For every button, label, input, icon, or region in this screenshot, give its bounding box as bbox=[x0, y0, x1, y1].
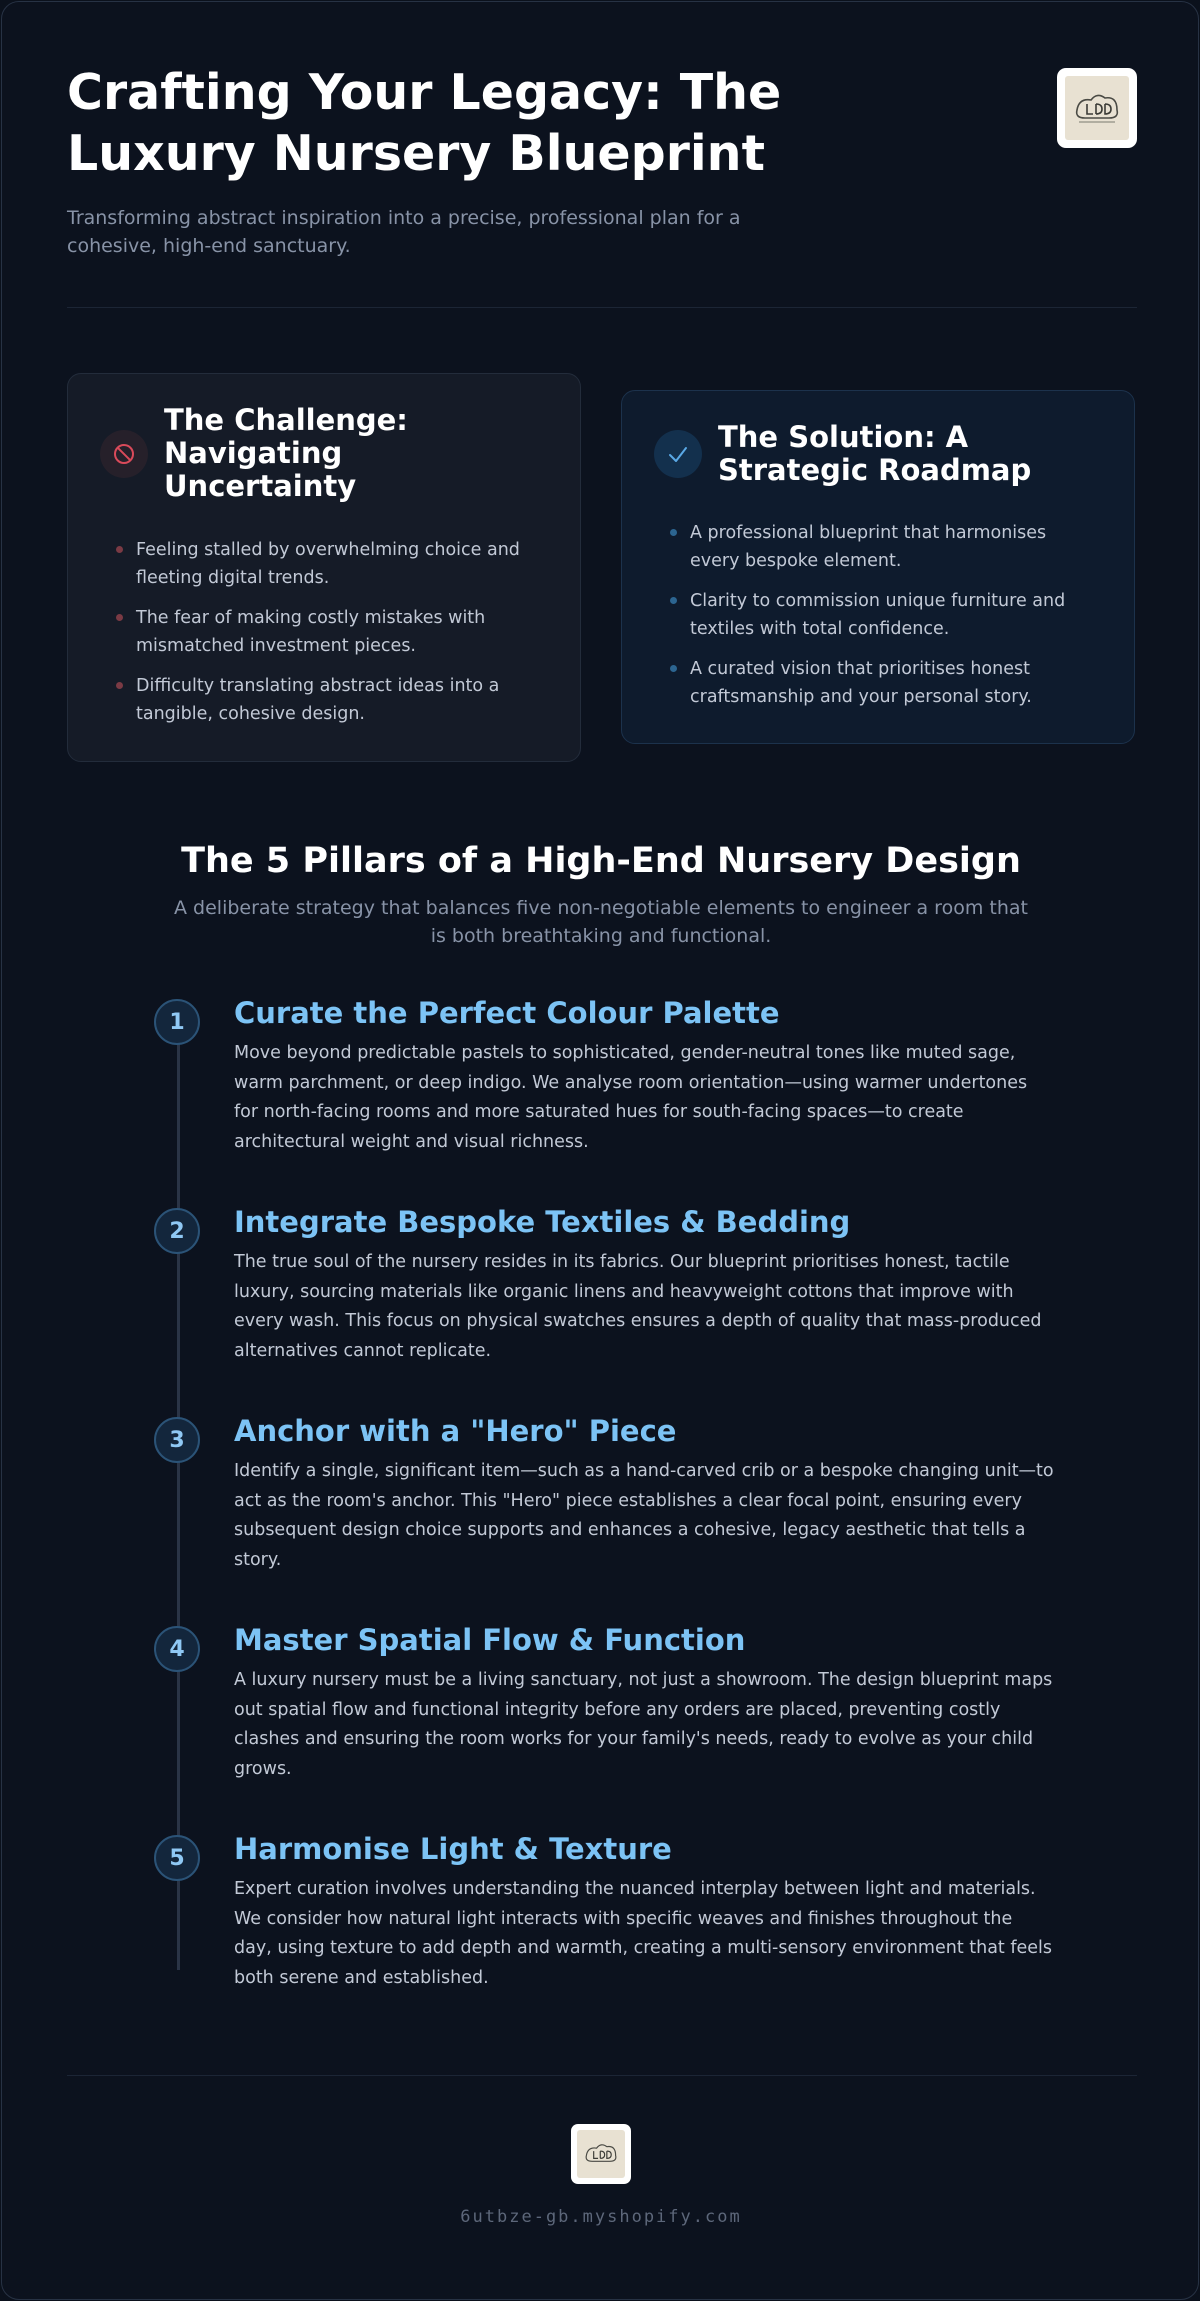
timeline-line bbox=[177, 1022, 180, 1970]
prohibited-icon bbox=[100, 430, 148, 478]
pillar-number: 1 bbox=[154, 999, 200, 1045]
list-item: Feeling stalled by overwhelming choice and fleeting digital trends. bbox=[116, 536, 536, 592]
list-item: Difficulty translating abstract ideas into a tangible, cohesive design. bbox=[116, 672, 536, 728]
pillar-description: A luxury nursery must be a living sanctuary, not just a showroom. The design blueprint maps out spatial flow and functional integrity before any orders are placed, preventing costly clashes and ensuring the room works for your family's needs, ready to evolve as your child grows. bbox=[234, 1670, 1053, 1779]
pillar-description: Expert curation involves understanding the nuanced interplay between light and materials. We consider how natural light interacts with specific weaves and finishes throughout the day, using texture to add depth and warmth, creating a multi-sensory environment that feels both serene and established. bbox=[234, 1879, 1053, 1988]
list-item: A curated vision that prioritises honest craftsmanship and your personal story. bbox=[670, 655, 1090, 711]
pillar-number: 5 bbox=[154, 1835, 200, 1881]
pillar-title: Master Spatial Flow & Function bbox=[234, 1623, 746, 1657]
list-item: Clarity to commission unique furniture and textiles with total confidence. bbox=[670, 587, 1090, 643]
brand-logo-icon bbox=[1065, 76, 1129, 140]
page-subtitle: Transforming abstract inspiration into a precise, professional plan for a cohesive, high-end sanctuary. bbox=[67, 207, 741, 257]
page bbox=[1, 1, 1199, 2300]
challenge-card bbox=[67, 373, 581, 762]
pillar-title: Curate the Perfect Colour Palette bbox=[234, 996, 780, 1030]
pillar-title: Anchor with a "Hero" Piece bbox=[234, 1414, 677, 1448]
challenge-title: The Challenge: Navigating Uncertainty bbox=[164, 403, 408, 503]
page-header bbox=[67, 62, 1137, 308]
solution-card-header bbox=[654, 421, 1078, 487]
page-title: Crafting Your Legacy: The Luxury Nursery Blueprint bbox=[67, 64, 782, 182]
pillars-title: The 5 Pillars of a High-End Nursery Design bbox=[181, 841, 1021, 881]
footer-logo[interactable] bbox=[571, 2124, 631, 2184]
solution-title: The Solution: A Strategic Roadmap bbox=[718, 420, 1032, 487]
challenge-list bbox=[116, 536, 536, 740]
list-item: A professional blueprint that harmonises every bespoke element. bbox=[670, 519, 1090, 575]
header-divider bbox=[67, 307, 1137, 308]
footer-url[interactable]: 6utbze-gb.myshopify.com bbox=[460, 2207, 742, 2227]
pillar-number: 4 bbox=[154, 1626, 200, 1672]
list-item: The fear of making costly mistakes with mismatched investment pieces. bbox=[116, 604, 536, 660]
pillar-number: 3 bbox=[154, 1417, 200, 1463]
pillars-subtitle: A deliberate strategy that balances five non-negotiable elements to engineer a room that is both breathtaking and functional. bbox=[174, 897, 1028, 947]
solution-list bbox=[670, 519, 1090, 723]
check-icon bbox=[654, 430, 702, 478]
pillar-description: Identify a single, significant item—such as a hand-carved crib or a bespoke changing unit—to act as the room's anchor. This "Hero" piece establishes a clear focal point, ensuring every subsequent design choice supports and enhances a cohesive, legacy aesthetic that tells a story. bbox=[234, 1461, 1054, 1570]
pillar-description: The true soul of the nursery resides in its fabrics. Our blueprint prioritises honest, tactile luxury, sourcing materials like organic linens and heavyweight cottons that improve with every wash. This focus on physical swatches ensures a depth of quality that mass-produced alternatives cannot replicate. bbox=[234, 1252, 1042, 1361]
pillar-title: Harmonise Light & Texture bbox=[234, 1832, 672, 1866]
pillar-number: 2 bbox=[154, 1208, 200, 1254]
brand-logo-icon bbox=[577, 2130, 625, 2178]
brand-logo[interactable] bbox=[1057, 68, 1137, 148]
footer-divider bbox=[67, 2075, 1137, 2076]
solution-card bbox=[621, 390, 1135, 744]
pillar-description: Move beyond predictable pastels to sophisticated, gender-neutral tones like muted sage, warm parchment, or deep indigo. We analyse room orientation—using warmer undertones for north-facing rooms and more saturated hues for south-facing spaces—to create architectural weight and visual richness. bbox=[234, 1043, 1028, 1152]
challenge-card-header bbox=[100, 404, 464, 503]
pillar-title: Integrate Bespoke Textiles & Bedding bbox=[234, 1205, 851, 1239]
